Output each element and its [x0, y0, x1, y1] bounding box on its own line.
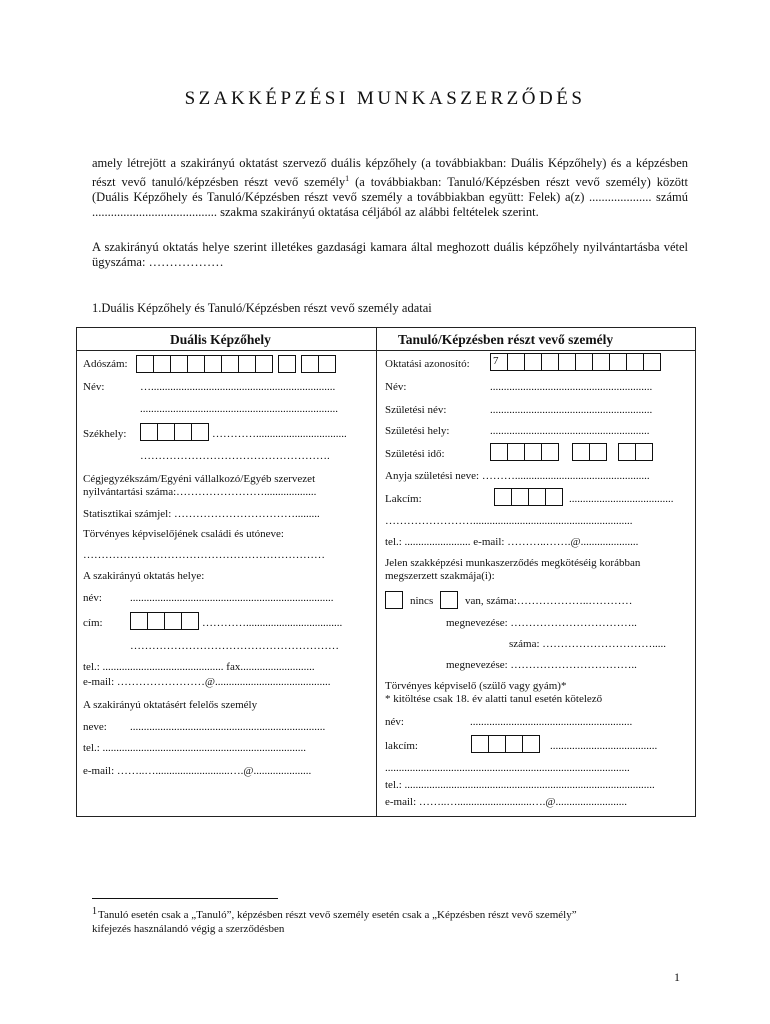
jelen-label-1: Jelen szakképzési munkaszerződés megkötéséig korábban — [385, 557, 641, 569]
torvenyes-kepviselo-label: Törvényes képviselő (szülő vagy gyám)* — [385, 680, 567, 692]
szuletesi-ido-year[interactable] — [490, 443, 558, 461]
gyam-nev-label: név: — [385, 716, 404, 728]
nev-label: Név: — [83, 381, 105, 393]
gyam-lakcim-zip-boxes[interactable] — [471, 735, 539, 753]
szuletesi-ido-month[interactable] — [572, 443, 606, 461]
neve-field[interactable]: ....................................................................... — [130, 721, 326, 733]
cegjegyzek-field[interactable]: nyilvántartási száma:……………………................... — [83, 486, 317, 498]
left-column-header: Duális Képzőhely — [170, 332, 271, 347]
gyam-lakcim-label: lakcím: — [385, 740, 418, 752]
footnote-ref: 1 — [345, 174, 350, 183]
email-field[interactable]: e-mail: ……………………@.......................................... — [83, 676, 331, 688]
nincs-label: nincs — [410, 595, 434, 607]
right-column-header: Tanuló/Képzésben részt vevő személy — [398, 332, 614, 347]
cim-label: cím: — [83, 617, 103, 629]
oktatas-helye-label: A szakirányú oktatás helye: — [83, 570, 205, 582]
szuletesi-nev-label: Születési név: — [385, 404, 447, 416]
lakcim-field[interactable]: ...................................... — [569, 493, 674, 505]
gyam-lakcim-field[interactable]: ....................................... — [550, 740, 658, 752]
lakcim-label: Lakcím: — [385, 493, 422, 505]
adoszam-label: Adószám: — [83, 358, 128, 370]
cim-field-2[interactable]: ………………………………………………… — [130, 640, 339, 652]
footnote-rule — [92, 898, 278, 899]
felelos-tel-field[interactable]: tel.: .......................................................................... — [83, 742, 307, 754]
footnote-number: 1 — [92, 906, 97, 917]
gyam-tel-field[interactable]: tel.: ........................................................................................... — [385, 779, 655, 791]
szekhely-field-2[interactable]: ……………………………………………. — [140, 450, 330, 462]
gyam-email-field[interactable]: e-mail: ……..…...........................….@.......................... — [385, 796, 628, 808]
oktatasi-boxes[interactable]: 7 — [490, 353, 660, 371]
footnote-line-1: Tanuló esetén csak a „Tanuló”, képzésben részt vevő személy esetén csak a „Képzésben részt vevő személy” — [98, 909, 577, 921]
adoszam-boxes[interactable] — [136, 355, 335, 373]
lakcim-field-2[interactable]: …………………….......................................................... — [385, 515, 633, 527]
helye-nev-label: név: — [83, 592, 102, 604]
szuletesi-ido-day[interactable] — [618, 443, 652, 461]
r-nev-field[interactable]: ........................................................... — [490, 381, 653, 393]
tel-fax-field[interactable]: tel.: ............................................ fax........................... — [83, 661, 315, 673]
kitoltese-note: * kitöltése csak 18. év alatti tanul esetén kötelező — [385, 693, 603, 705]
intro-text-a: amely létrejött a szakirányú oktatást szervező duális képzőhely (a továbbiakban: Duális Képzőhely) és a képzésben részt vevő tanuló/képzésben részt vevő személy — [92, 156, 688, 190]
van-field[interactable]: van, száma:………………..………… — [465, 595, 633, 607]
registry-paragraph: A szakirányú oktatás helye szerint illetékes gazdasági kamara által meghozott duális képzőhely nyilvántartásba vétel ügyszáma: ……………… — [92, 240, 688, 269]
cim-zip-boxes[interactable] — [130, 612, 198, 630]
torvenyes-label: Törvényes képviselőjének családi és utóneve: — [83, 528, 284, 540]
gyam-lakcim-field-2[interactable]: ......................................................................................... — [385, 762, 630, 774]
szekhely-label: Székhely: — [83, 428, 127, 440]
table-header-rule — [76, 350, 696, 351]
footnote-line-2: kifejezés használandó végig a szerződésben — [92, 923, 285, 935]
van-checkbox[interactable] — [440, 591, 457, 609]
szama-field[interactable]: száma: …………………………..... — [509, 638, 667, 650]
intro-text-b: (a továbbiakban: Tanuló/Képzésben részt vevő személy) között (Duális Képzőhely és Tanuló/Képzésben részt vevő személy a továbbiakban együtt: Felek) a(z) .................... számú ........................................ szakma szakirányú oktatása céljából az alábbi feltételek szerint. — [92, 175, 688, 220]
szuletesi-hely-field[interactable]: .......................................................... — [490, 425, 650, 437]
szekhely-zip-boxes[interactable] — [140, 423, 208, 441]
oktatasi-label: Oktatási azonosító: — [385, 358, 470, 370]
nev-field-2[interactable]: ........................................................................ — [140, 403, 338, 415]
lakcim-zip-boxes[interactable] — [494, 488, 562, 506]
torvenyes-field[interactable]: ………………………………………………………… — [83, 549, 325, 561]
felelos-label: A szakirányú oktatásért felelős személy — [83, 699, 258, 711]
document-title: SZAKKÉPZÉSI MUNKASZERZŐDÉS — [184, 88, 586, 109]
cegjegyzek-label: Cégjegyzékszám/Egyéni vállalkozó/Egyéb szervezet — [83, 473, 316, 485]
szuletesi-ido-label: Születési idő: — [385, 448, 445, 460]
section-heading: 1.Duális Képzőhely és Tanuló/Képzésben részt vevő személy adatai — [92, 301, 432, 315]
nev-field[interactable]: …................................................................... — [140, 381, 336, 393]
szuletesi-hely-label: Születési hely: — [385, 425, 450, 437]
r-tel-email-field[interactable]: tel.: ........................ e-mail: ………..…….@..................... — [385, 536, 639, 548]
jelen-label-2: megszerzett szakmája(i): — [385, 570, 495, 582]
szekhely-field[interactable]: …………................................. — [212, 428, 347, 440]
anyja-field[interactable]: Anyja születési neve: ………................................................. — [385, 470, 650, 482]
megnevezese-field-1[interactable]: megnevezése: …………………………….. — [446, 617, 637, 629]
gyam-nev-field[interactable]: ........................................................... — [470, 716, 633, 728]
nincs-checkbox[interactable] — [385, 591, 402, 609]
r-nev-label: Név: — [385, 381, 407, 393]
page-number: 1 — [674, 970, 680, 984]
megnevezese-field-2[interactable]: megnevezése: …………………………….. — [446, 659, 637, 671]
neve-label: neve: — [83, 721, 107, 733]
szuletesi-nev-field[interactable]: ........................................................... — [490, 404, 653, 416]
helye-nev-field[interactable]: .......................................................................... — [130, 592, 334, 604]
cim-field[interactable]: …………................................... — [202, 617, 343, 629]
intro-paragraph — [92, 156, 688, 220]
statisztikai-field[interactable]: Statisztikai számjel: ……………………………......... — [83, 508, 320, 520]
felelos-email-field[interactable]: e-mail: ……..…...........................….@..................... — [83, 765, 312, 777]
table-divider — [376, 327, 377, 817]
